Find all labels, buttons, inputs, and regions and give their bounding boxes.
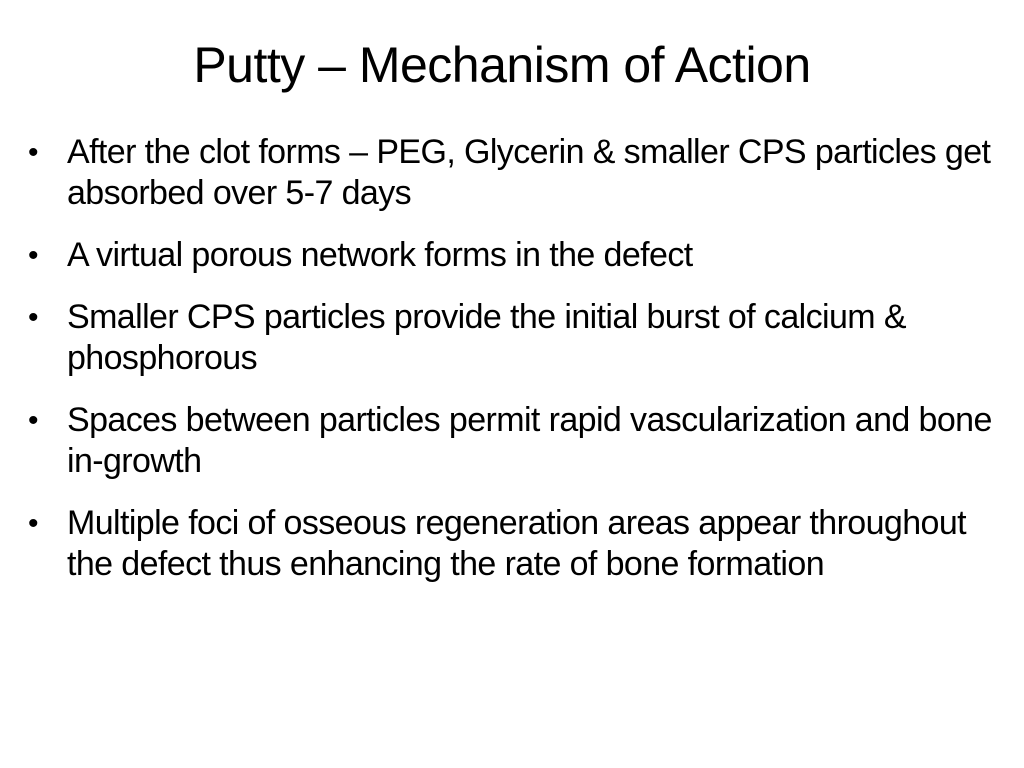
bullet-list <box>28 132 1008 606</box>
bullet-item <box>28 132 1008 214</box>
bullet-icon: • <box>28 136 38 169</box>
bullet-item <box>28 297 1008 379</box>
bullet-text: Spaces between particles permit rapid vascularization and bone in-growth <box>67 401 992 480</box>
bullet-icon: • <box>28 301 38 334</box>
bullet-icon: • <box>28 507 38 540</box>
bullet-item <box>28 400 1008 482</box>
bullet-icon: • <box>28 239 38 272</box>
bullet-text: A virtual porous network forms in the defect <box>67 236 693 274</box>
bullet-text: Multiple foci of osseous regeneration areas appear throughout the defect thus enhancing the rate of bone formation <box>67 504 966 583</box>
slide-title: Putty – Mechanism of Action <box>193 37 811 93</box>
bullet-text: Smaller CPS particles provide the initial burst of calcium & phosphorous <box>67 298 906 377</box>
bullet-icon: • <box>28 404 38 437</box>
bullet-item <box>28 235 1008 276</box>
bullet-text: After the clot forms – PEG, Glycerin & smaller CPS particles get absorbed over 5-7 days <box>67 133 991 212</box>
bullet-item <box>28 503 1008 585</box>
